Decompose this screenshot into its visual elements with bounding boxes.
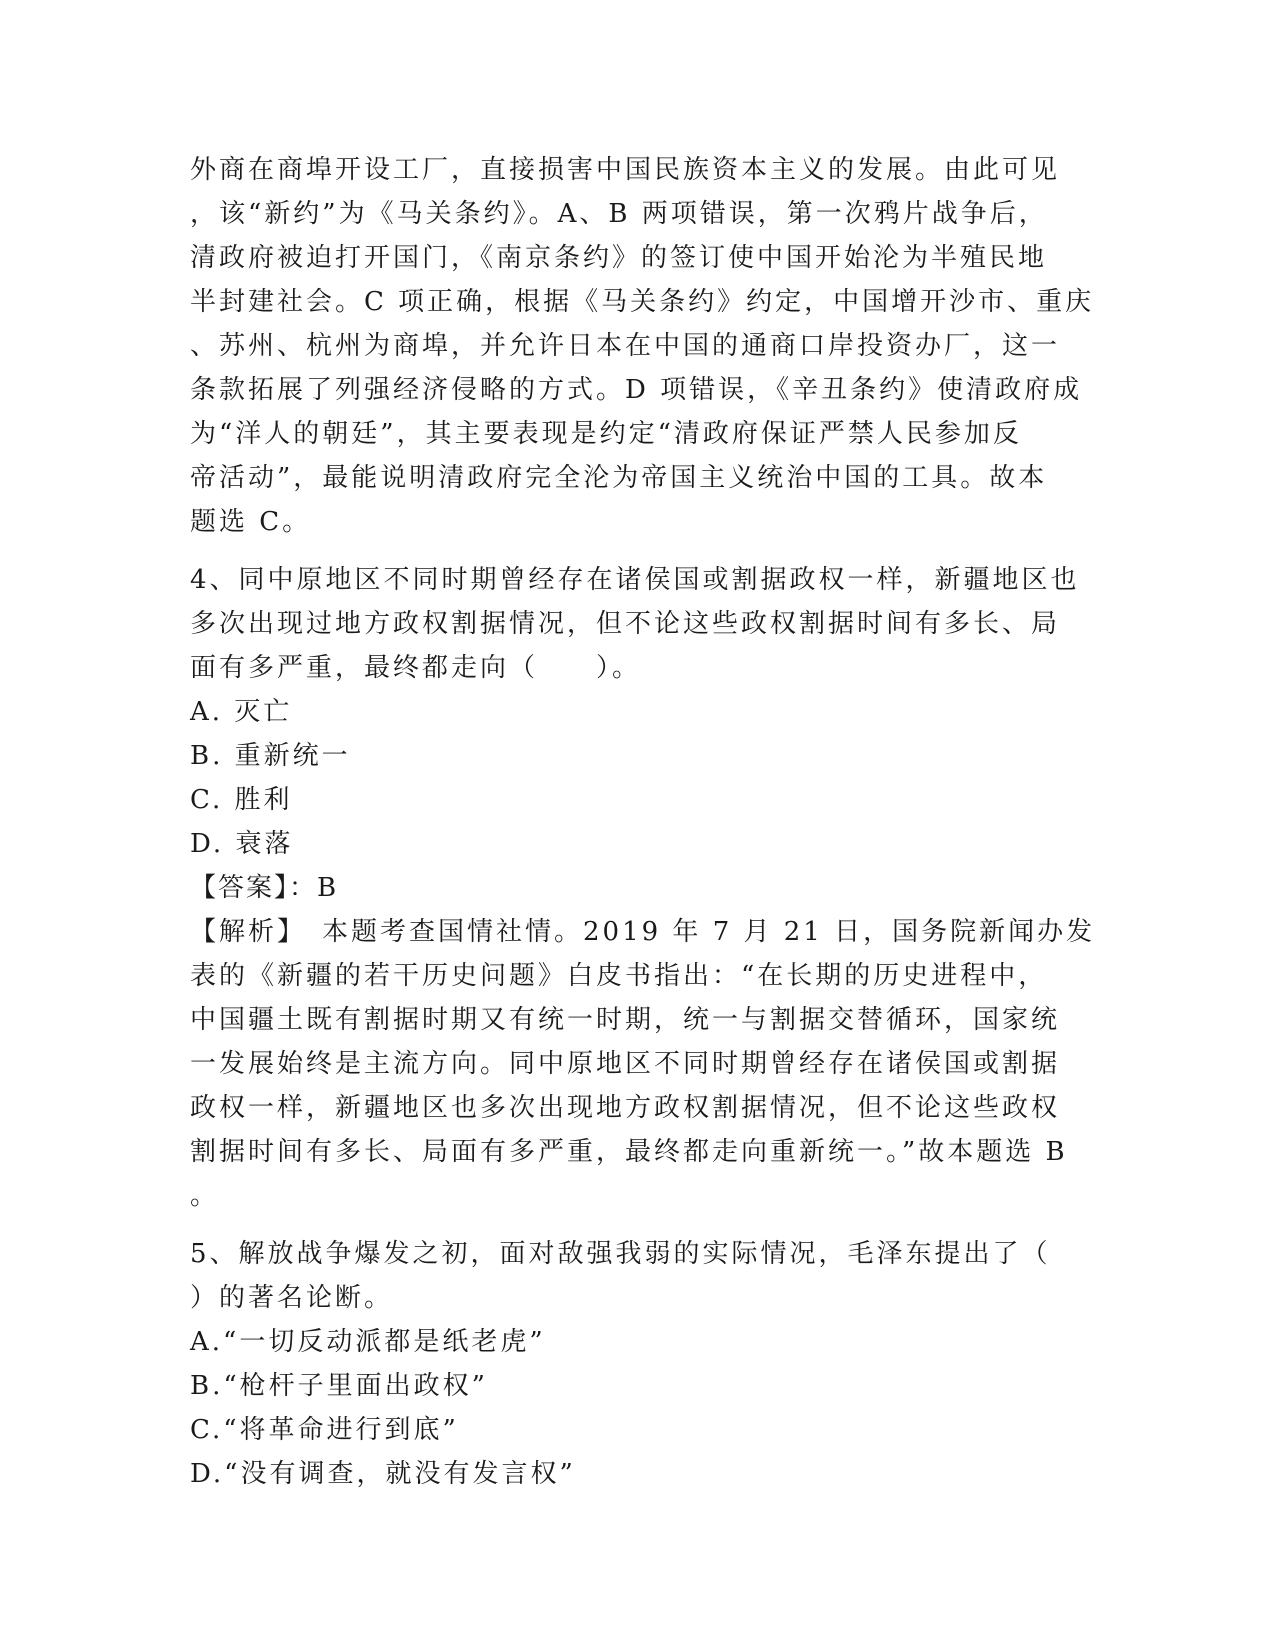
explanation-line: 半封建社会。C 项正确，根据《马关条约》约定，中国增开沙市、重庆 <box>190 287 1095 317</box>
analysis-line: 割据时间有多长、局面有多严重，最终都走向重新统一。”故本题选 B <box>190 1137 1068 1167</box>
question-stem-line: 面有多严重，最终都走向（ ）。 <box>190 653 642 683</box>
option-c: C.“将革命进行到底” <box>190 1415 459 1445</box>
question-stem-line: ）的著名论断。 <box>190 1283 394 1313</box>
option-b: B.“枪杆子里面出政权” <box>190 1371 488 1401</box>
answer-line: 【答案】：B <box>190 873 339 903</box>
question-4 <box>190 558 1096 1218</box>
option-d: D.“没有调查，就没有发言权” <box>190 1459 576 1489</box>
explanation-line: 外商在商埠开设工厂，直接损害中国民族资本主义的发展。由此可见 <box>190 155 1061 185</box>
question-5 <box>190 1232 1090 1496</box>
explanation-line: 为“洋人的朝廷”，其主要表现是约定“清政府保证严禁人民参加反 <box>190 419 1022 449</box>
analysis-line: 【解析】 本题考查国情社情。2019 年 7 月 21 日，国务院新闻办发 <box>190 917 1096 947</box>
analysis-line: 一发展始终是主流方向。同中原地区不同时期曾经存在诸侯国或割据 <box>190 1049 1061 1079</box>
explanation-line: 题选 C。 <box>190 507 312 537</box>
question-stem-line: 5、解放战争爆发之初，面对敌强我弱的实际情况，毛泽东提出了（ <box>190 1239 1051 1269</box>
analysis-line: 中国疆土既有割据时期又有统一时期，统一与割据交替循环，国家统 <box>190 1005 1061 1035</box>
option-c: C. 胜利 <box>190 785 293 815</box>
explanation-line: 条款拓展了列强经济侵略的方式。D 项错误，《辛丑条约》使清政府成 <box>190 375 1083 405</box>
analysis-line: 表的《新疆的若干历史问题》白皮书指出：“在长期的历史进程中， <box>190 961 1048 991</box>
analysis-line: 。 <box>190 1181 220 1211</box>
option-a: A. 灭亡 <box>190 697 293 727</box>
explanation-line: 清政府被迫打开国门，《南京条约》的签订使中国开始沦为半殖民地 <box>190 243 1048 273</box>
explanation-line: 帝活动”，最能说明清政府完全沦为帝国主义统治中国的工具。故本 <box>190 463 1048 493</box>
option-d: D. 衰落 <box>190 829 294 859</box>
explanation-line: ，该“新约”为《马关条约》。A、B 两项错误，第一次鸦片战争后， <box>190 199 1048 229</box>
analysis-line: 政权一样，新疆地区也多次出现地方政权割据情况，但不论这些政权 <box>190 1093 1061 1123</box>
explanation-line: 、苏州、杭州为商埠，并允许日本在中国的通商口岸投资办厂，这一 <box>190 331 1061 361</box>
question-stem-line: 多次出现过地方政权割据情况，但不论这些政权割据时间有多长、局 <box>190 609 1061 639</box>
question-stem-line: 4、同中原地区不同时期曾经存在诸侯国或割据政权一样，新疆地区也 <box>190 565 1080 595</box>
option-b: B. 重新统一 <box>190 741 351 771</box>
previous-question-explanation <box>190 148 1095 544</box>
option-a: A.“一切反动派都是纸老虎” <box>190 1327 546 1357</box>
